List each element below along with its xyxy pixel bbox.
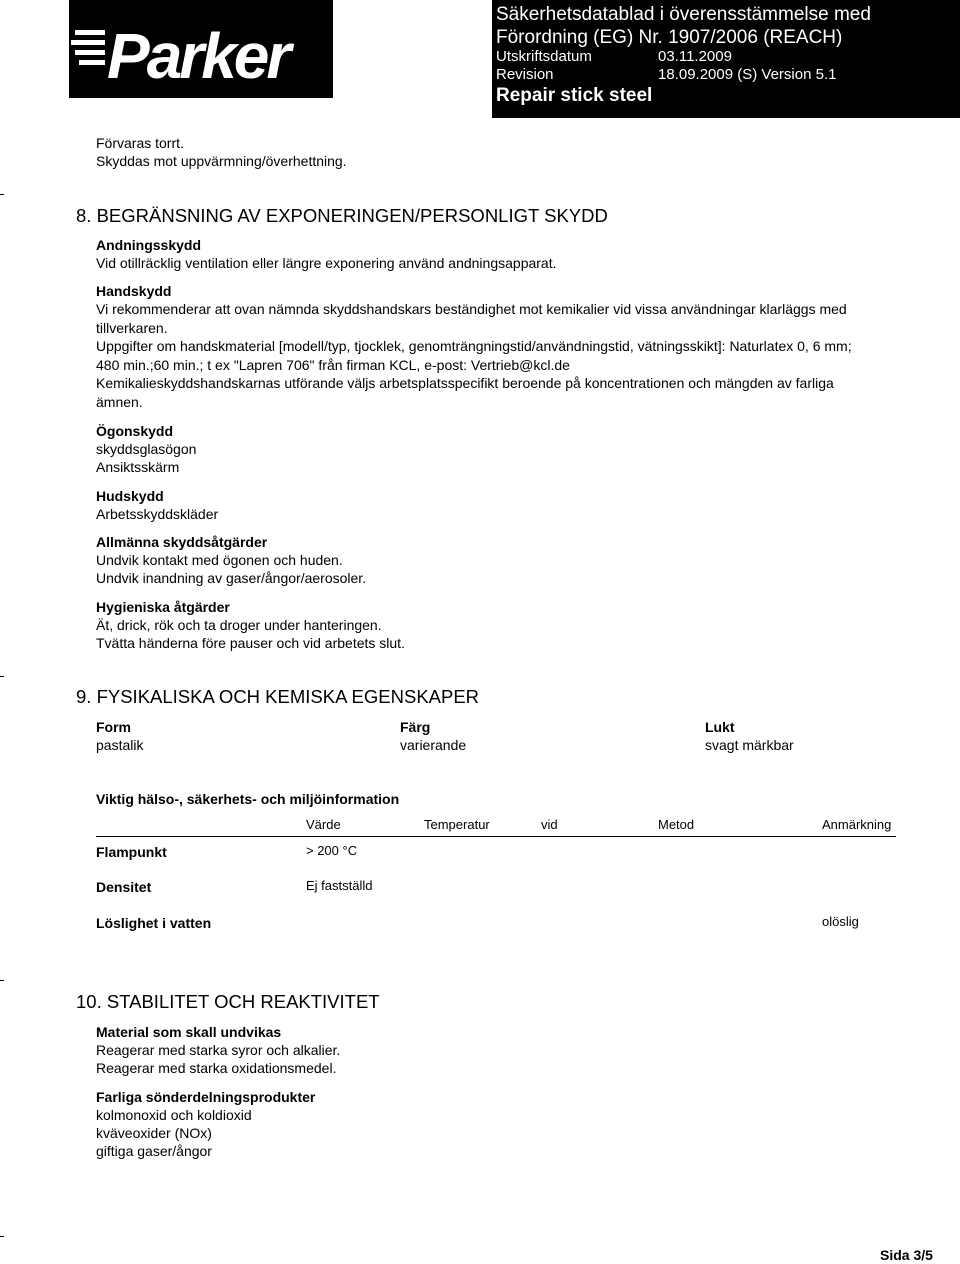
parker-logo-graphic — [69, 0, 333, 98]
hygiene-heading: Hygieniska åtgärder — [96, 599, 230, 615]
decomposition-line2: kväveoxider (NOx) — [96, 1125, 212, 1141]
revision-value: 18.09.2009 (S) Version 5.1 — [658, 66, 837, 83]
document-title-line2: Förordning (EG) Nr. 1907/2006 (REACH) — [496, 27, 843, 48]
decomposition-line1: kolmonoxid och koldioxid — [96, 1107, 252, 1123]
product-name: Repair stick steel — [496, 85, 653, 106]
row-label-density: Densitet — [96, 879, 152, 895]
revision-label: Revision — [496, 66, 554, 83]
column-header-value: Värde — [306, 817, 341, 832]
column-header-at: vid — [541, 817, 558, 832]
respiratory-text: Vid otillräcklig ventilation eller längre exponering använd andningsapparat. — [96, 255, 557, 271]
section10-title: 10. STABILITET OCH REAKTIVITET — [76, 991, 380, 1012]
hygiene-line1: Ät, drick, rök och ta droger under hanteringen. — [96, 617, 382, 633]
property-color-value: varierande — [400, 737, 467, 753]
avoid-line2: Reagerar med starka oxidationsmedel. — [96, 1060, 337, 1076]
hygiene-line2: Tvätta händerna före pauser och vid arbetets slut. — [96, 635, 405, 651]
margin-mark — [0, 676, 4, 677]
info-heading: Viktig hälso-, säkerhets- och miljöinformation — [96, 791, 400, 807]
row-label-flash-point: Flampunkt — [96, 844, 167, 860]
section9-title: 9. FYSIKALISKA OCH KEMISKA EGENSKAPER — [76, 686, 480, 707]
column-header-temperature: Temperatur — [424, 817, 490, 832]
avoid-heading: Material som skall undvikas — [96, 1024, 282, 1040]
decomposition-heading: Farliga sönderdelningsprodukter — [96, 1089, 316, 1105]
print-date-value: 03.11.2009 — [658, 48, 732, 65]
general-line1: Undvik kontakt med ögonen och huden. — [96, 552, 343, 568]
avoid-line1: Reagerar med starka syror och alkalier. — [96, 1042, 341, 1058]
eye-line2: Ansiktsskärm — [96, 459, 180, 475]
parker-logo — [69, 0, 333, 98]
storage-line2: Skyddas mot uppvärmning/överhettning. — [96, 153, 347, 169]
eye-line1: skyddsglasögon — [96, 441, 197, 457]
hand-heading: Handskydd — [96, 283, 172, 299]
eye-heading: Ögonskydd — [96, 423, 174, 439]
property-form-value: pastalik — [96, 737, 144, 753]
skin-line1: Arbetsskyddskläder — [96, 506, 219, 522]
general-heading: Allmänna skyddsåtgärder — [96, 534, 268, 550]
respiratory-heading: Andningsskydd — [96, 237, 202, 253]
property-form-label: Form — [96, 719, 131, 735]
column-header-method: Metod — [658, 817, 695, 832]
property-odor-value: svagt märkbar — [705, 737, 794, 753]
hand-text3: Kemikalieskyddshandskarnas utförande väljs arbetsplatsspecifikt beroende på koncentrationen och mängden av farliga ämnen. — [96, 375, 834, 410]
margin-mark — [0, 194, 4, 195]
row-remark-water-solubility: olöslig — [822, 914, 859, 929]
margin-mark — [0, 1236, 4, 1237]
page-number: Sida 3/5 — [880, 1247, 933, 1263]
row-value-flash-point: > 200 °C — [306, 843, 358, 858]
logo-wordmark: Parker — [107, 20, 289, 92]
table-divider — [96, 836, 896, 837]
row-label-water-solubility: Löslighet i vatten — [96, 915, 212, 931]
row-value-density: Ej fastställd — [306, 878, 373, 893]
property-odor-label: Lukt — [705, 719, 735, 735]
decomposition-line3: giftiga gaser/ångor — [96, 1143, 212, 1159]
section8-title: 8. BEGRÄNSNING AV EXPONERINGEN/PERSONLIGT SKYDD — [76, 205, 608, 226]
hand-text1: Vi rekommenderar att ovan nämnda skyddshandskars beständighet mot kemikalier vid vissa användningar klarläggs med tillverkaren. — [96, 301, 847, 336]
hand-text2: Uppgifter om handskmaterial [modell/typ, tjocklek, genomträngningstid/användningstid, vätningsskikt]: Naturlatex 0, 6 mm; 480 min.;60 min.; t ex "Lapren 706" från firman KCL, e-post: Vertrieb@kcl.de — [96, 338, 852, 373]
skin-heading: Hudskydd — [96, 488, 164, 504]
general-line2: Undvik inandning av gaser/ångor/aerosoler. — [96, 570, 367, 586]
print-date-label: Utskriftsdatum — [496, 48, 592, 65]
column-header-remark: Anmärkning — [822, 817, 892, 832]
margin-mark — [0, 980, 4, 981]
property-color-label: Färg — [400, 719, 431, 735]
storage-line1: Förvaras torrt. — [96, 135, 184, 151]
document-title-line1: Säkerhetsdatablad i överensstämmelse med — [496, 4, 871, 25]
